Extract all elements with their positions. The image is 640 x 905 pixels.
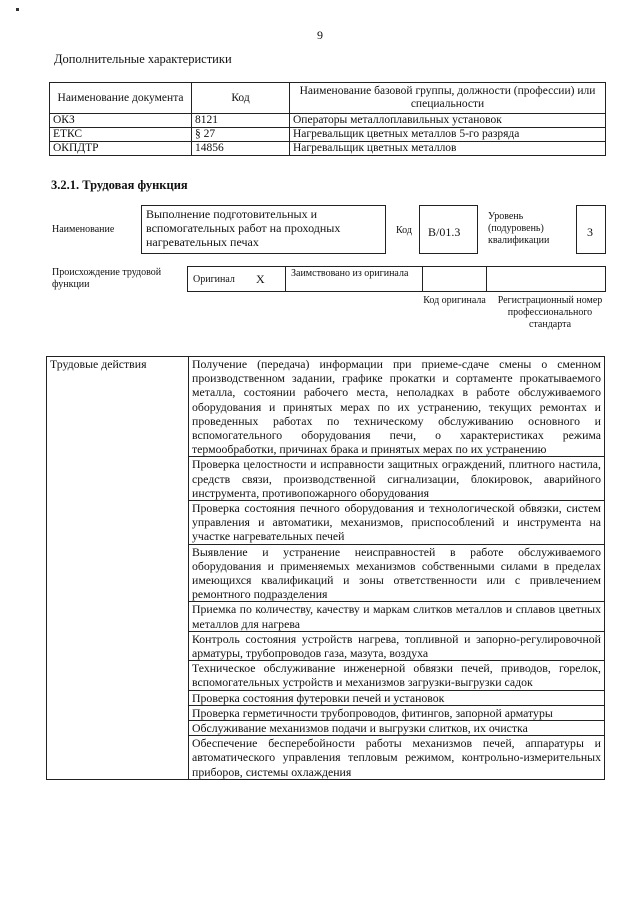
doc-cell: ЕТКС	[50, 128, 192, 142]
action-item: Обслуживание механизмов подачи и выгрузки слитков, их очистка	[189, 721, 605, 736]
table-row	[50, 114, 606, 128]
qualification-level-label: Уровень (подуровень) квалификации	[488, 211, 550, 246]
level-value: 3	[587, 225, 593, 239]
code-cell: § 27	[192, 128, 290, 142]
action-item: Проверка состояния футеровки печей и установок	[189, 690, 605, 705]
table-header-row	[50, 83, 606, 114]
table-row	[50, 128, 606, 142]
code-value: B/01.3	[428, 225, 461, 239]
reg-number-box	[486, 266, 606, 292]
action-item: Контроль состояния устройств нагрева, топливной и запорно-регулировочной арматуры, трубопроводов газа, мазута, воздуха	[189, 631, 605, 660]
header-doc-name: Наименование документа	[50, 83, 192, 114]
additional-characteristics-title: Дополнительные характеристики	[54, 52, 232, 66]
function-name-value: Выполнение подготовительных и вспомогательных работ на проходных нагревательных печах	[146, 207, 341, 249]
original-mark: X	[256, 272, 265, 286]
table-row	[47, 357, 605, 457]
code-cell: 8121	[192, 114, 290, 128]
reg-number-label: Регистрационный номер профессионального стандарта	[497, 295, 603, 330]
page-number: 9	[317, 28, 323, 42]
origin-label: Происхождение трудовой функции	[52, 267, 162, 290]
name-cell: Операторы металлоплавильных установок	[290, 114, 606, 128]
labor-actions-table	[46, 356, 605, 780]
name-cell: Нагревальщик цветных металлов 5-го разряда	[290, 128, 606, 142]
code-label: Код	[396, 225, 412, 236]
action-item: Получение (передача) информации при приеме-сдаче смены о сменном производственном задании, графике прокатки и сортаменте прокатываемого металла, состоянии рабочего места, неполадках в работе обслуживаемого оборудования и принятых мерах по их устранению, текущих ремонтах и проведенных работах по техническому обслуживанию основного и вспомогательного оборудования печи, о характеристиках режима термообработки, причинах брака и принятых мерах по их устранению	[189, 357, 605, 457]
name-cell: Нагревальщик цветных металлов	[290, 142, 606, 156]
labor-function-title: 3.2.1. Трудовая функция	[51, 178, 188, 192]
original-label: Оригинал	[193, 274, 235, 285]
code-cell: 14856	[192, 142, 290, 156]
action-item: Проверка герметичности трубопроводов, фитингов, запорной арматуры	[189, 705, 605, 720]
table-row	[50, 142, 606, 156]
action-item: Приемка по количеству, качеству и маркам слитков металлов и сплавов цветных металлов для нагрева	[189, 602, 605, 631]
labor-actions-header: Трудовые действия	[47, 357, 189, 780]
borrowed-label: Заимствовано из оригинала	[291, 268, 409, 279]
action-item: Обеспечение бесперебойности работы механизмов печей, аппаратуры и автоматического управления тепловым режимом, контрольно-измерительных приборов, системы охлаждения	[189, 736, 605, 780]
action-item: Техническое обслуживание инженерной обвязки печей, приводов, горелок, вспомогательных устройств и механизмов загрузки-выгрузки садок	[189, 661, 605, 690]
action-item: Проверка состояния печного оборудования и технологической обвязки, систем управления и автоматики, механизмов, приспособлений и инструмента на участке нагревательных печей	[189, 501, 605, 545]
code-original-box	[422, 266, 487, 292]
header-code: Код	[192, 83, 290, 114]
action-item: Проверка целостности и исправности защитных ограждений, плитного настила, средств связи, производственной сигнализации, блокировок, аварийного инструмента, противопожарного оборудования	[189, 457, 605, 501]
doc-cell: ОКЗ	[50, 114, 192, 128]
additional-characteristics-table	[49, 82, 606, 156]
code-original-label: Код оригинала	[423, 295, 486, 306]
scan-mark	[16, 8, 19, 11]
header-group-name: Наименование базовой группы, должности (профессии) или специальности	[290, 83, 606, 114]
name-label: Наименование	[52, 224, 115, 235]
doc-cell: ОКПДТР	[50, 142, 192, 156]
action-item: Выявление и устранение неисправностей в работе обслуживаемого оборудования и применяемых механизмов собственными силами в пределах имеющихся квалификаций и зоны ответственности или с привлечением ремонтного подразделения	[189, 544, 605, 602]
